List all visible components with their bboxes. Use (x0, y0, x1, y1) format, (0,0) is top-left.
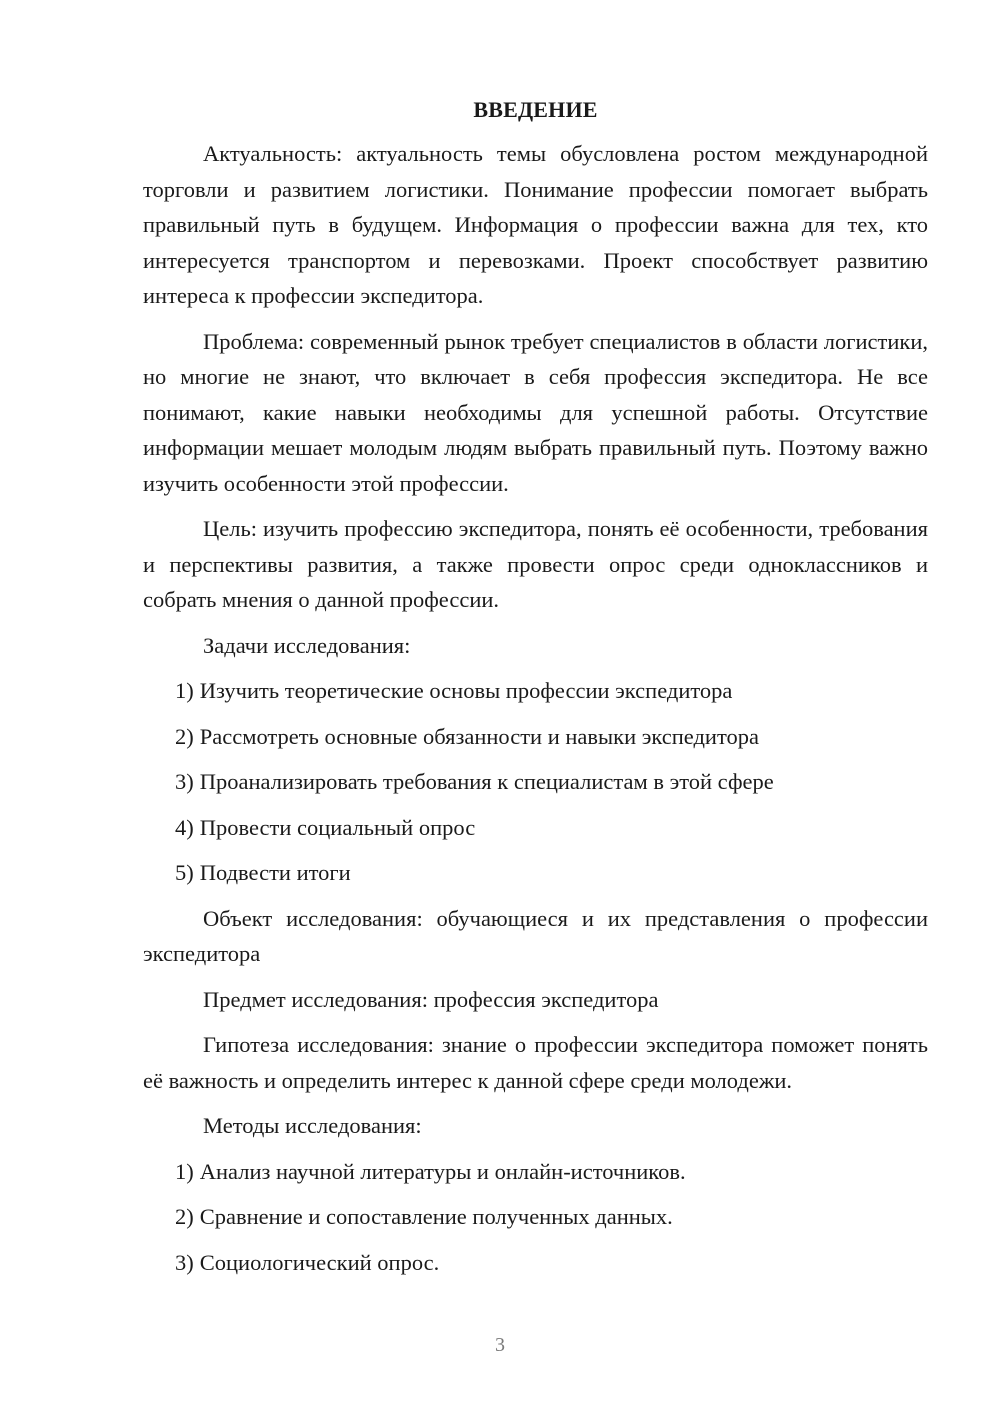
list-item-number: 2) (175, 1204, 194, 1229)
list-item-number: 3) (175, 1249, 194, 1275)
list-item (143, 719, 928, 755)
list-item-text: Анализ научной литературы и онлайн-источников. (199, 1158, 686, 1184)
list-item (143, 810, 928, 846)
list-item (143, 1199, 928, 1235)
methods-heading: Методы исследования: (203, 1113, 422, 1138)
list-item-text: Сравнение и сопоставление полученных данных. (199, 1204, 673, 1229)
list-item-text: Изучить теоретические основы профессии экспедитора (199, 678, 733, 703)
list-item-text: Провести социальный опрос (199, 814, 476, 840)
list-item (143, 673, 928, 709)
subject-paragraph: Предмет исследования: профессия экспедитора (203, 986, 659, 1012)
goal-paragraph: Цель: изучить профессию экспедитора, понять её особенности, требования и перспективы развития, а также провести опрос среди одноклассников и собрать мнения о данной профессии. (143, 516, 928, 612)
list-item-text: Рассмотреть основные обязанности и навыки экспедитора (199, 723, 759, 749)
list-item-text: Подвести итоги (199, 860, 351, 885)
list-item-text: Проанализировать требования к специалистам в этой сфере (199, 769, 774, 794)
hypothesis-paragraph: Гипотеза исследования: знание о профессии экспедитора поможет понять её важность и определить интерес к данной сфере среди молодежи. (143, 1032, 928, 1093)
list-item-text: Социологический опрос. (199, 1249, 440, 1275)
list-item-number: 2) (175, 723, 194, 749)
list-item-number: 1) (175, 678, 194, 703)
object-paragraph: Объект исследования: обучающиеся и их представления о профессии экспедитора (143, 905, 928, 966)
list-item-number: 5) (175, 860, 194, 885)
tasks-heading: Задачи исследования: (203, 632, 411, 658)
page-number: 3 (495, 1334, 505, 1356)
document-page (143, 92, 928, 1290)
list-item-number: 3) (175, 769, 194, 794)
list-item (143, 1154, 928, 1190)
list-item (143, 855, 928, 891)
page-title: ВВЕДЕНИЕ (473, 97, 598, 122)
list-item-number: 4) (175, 814, 194, 840)
list-item (143, 1245, 928, 1281)
relevance-paragraph: Актуальность: актуальность темы обусловлена ростом международной торговли и развитием логистики. Понимание профессии помогает выбрать правильный путь в будущем. Информация о профессии важна для тех, кто интересуется транспортом и перевозками. Проект способствует развитию интереса к профессии экспедитора. (143, 141, 928, 308)
problem-paragraph: Проблема: современный рынок требует специалистов в области логистики, но многие не знают, что включает в себя профессия экспедитора. Не все понимают, какие навыки необходимы для успешной работы. Отсутствие информации мешает молодым людям выбрать правильный путь. Поэтому важно изучить особенности этой профессии. (143, 328, 928, 496)
list-item-number: 1) (175, 1158, 194, 1184)
list-item (143, 764, 928, 800)
